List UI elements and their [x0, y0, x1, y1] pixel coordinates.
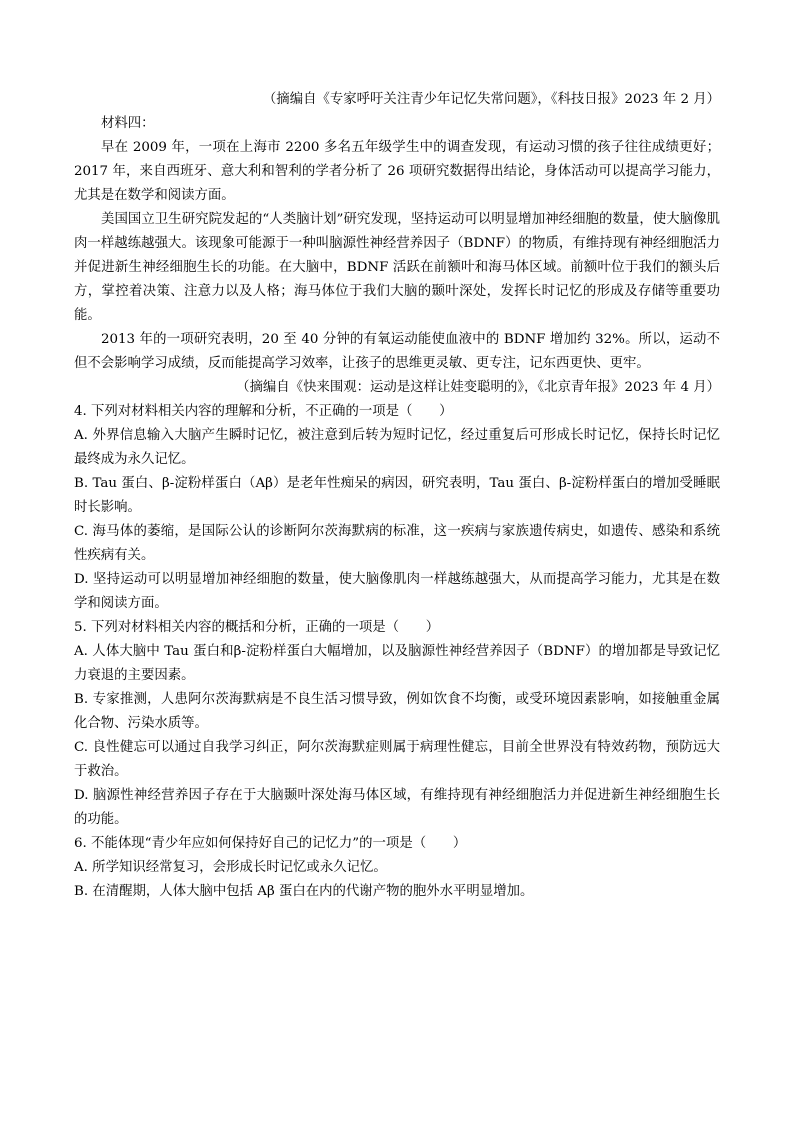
question-4: [74, 400, 720, 616]
material-4-title: 材料四：: [101, 116, 155, 131]
option-c: C. 良性健忘可以通过自我学习纠正，阿尔茨海默症则属于病理性健忘，目前全世界没有特效药物，预防远大于救治。: [74, 740, 720, 779]
question-5: [74, 616, 720, 832]
option-a: A. 人体大脑中 Tau 蛋白和β-淀粉样蛋白大幅增加，以及脑源性神经营养因子（BDNF）的增加都是导致记忆力衰退的主要因素。: [74, 644, 720, 683]
option-d: D. 脑源性神经营养因子存在于大脑颞叶深处海马体区域，有维持现有神经细胞活力并促进新生神经细胞生长的功能。: [74, 788, 720, 827]
option-c: C. 海马体的萎缩，是国际公认的诊断阿尔茨海默病的标准，这一疾病与家族遗传病史，如遗传、感染和系统性疾病有关。: [74, 524, 720, 563]
option-b: B. 在清醒期，人体大脑中包括 Aβ 蛋白在内的代谢产物的胞外水平明显增加。: [74, 884, 534, 899]
source-citation-1: （摘编自《专家呼吁关注青少年记忆失常问题》，《科技日报》2023 年 2 月）: [262, 92, 720, 107]
paragraph-3: 2013 年的一项研究表明，20 至 40 分钟的有氧运动能使血液中的 BDNF 增加约 32%。所以，运动不但不会影响学习成绩，反而能提高学习效率，让孩子的思维更灵敏、更专注，记东西更快、更牢。: [74, 332, 720, 371]
option-a: A. 所学知识经常复习，会形成长时记忆或永久记忆。: [74, 860, 387, 875]
question-stem: 6. 不能体现“青少年应如何保持好自己的记忆力”的一项是（ ）: [74, 836, 467, 851]
option-b: B. Tau 蛋白、β-淀粉样蛋白（Aβ）是老年性痴呆的病因，研究表明，Tau 蛋白、β-淀粉样蛋白的增加受睡眠时长影响。: [74, 476, 720, 515]
paragraph-1: 早在 2009 年，一项在上海市 2200 多名五年级学生中的调查发现，有运动习惯的孩子往往成绩更好；2017 年，来自西班牙、意大利和智利的学者分析了 26 项研究数据得出结论，身体活动可以提高学习能力，尤其是在数学和阅读方面。: [74, 140, 720, 203]
question-6: [74, 832, 720, 904]
question-stem: 5. 下列对材料相关内容的概括和分析，正确的一项是（ ）: [74, 620, 440, 635]
source-citation-2: （摘编自《快来围观：运动是这样让娃变聪明的》，《北京青年报》2023 年 4 月）: [236, 380, 720, 395]
option-b: B. 专家推测，人患阿尔茨海默病是不良生活习惯导致，例如饮食不均衡，或受环境因素影响，如接触重金属化合物、污染水质等。: [74, 692, 720, 731]
option-a: A. 外界信息输入大脑产生瞬时记忆，被注意到后转为短时记忆，经过重复后可形成长时记忆，保持长时记忆最终成为永久记忆。: [74, 428, 720, 467]
option-d: D. 坚持运动可以明显增加神经细胞的数量，使大脑像肌肉一样越练越强大，从而提高学习能力，尤其是在数学和阅读方面。: [74, 572, 720, 611]
paragraph-2: 美国国立卫生研究院发起的“人类脑计划”研究发现，坚持运动可以明显增加神经细胞的数量，使大脑像肌肉一样越练越强大。该现象可能源于一种叫脑源性神经营养因子（BDNF）的物质，有维持现有神经细胞活力并促进新生神经细胞生长的功能。在大脑中，BDNF 活跃在前额叶和海马体区域。前额叶位于我们的额头后方，掌控着决策、注意力以及人格；海马体位于我们大脑的颞叶深处，发挥长时记忆的形成及存储等重要功能。: [74, 212, 720, 323]
question-stem: 4. 下列对材料相关内容的理解和分析，不正确的一项是（ ）: [74, 404, 453, 419]
